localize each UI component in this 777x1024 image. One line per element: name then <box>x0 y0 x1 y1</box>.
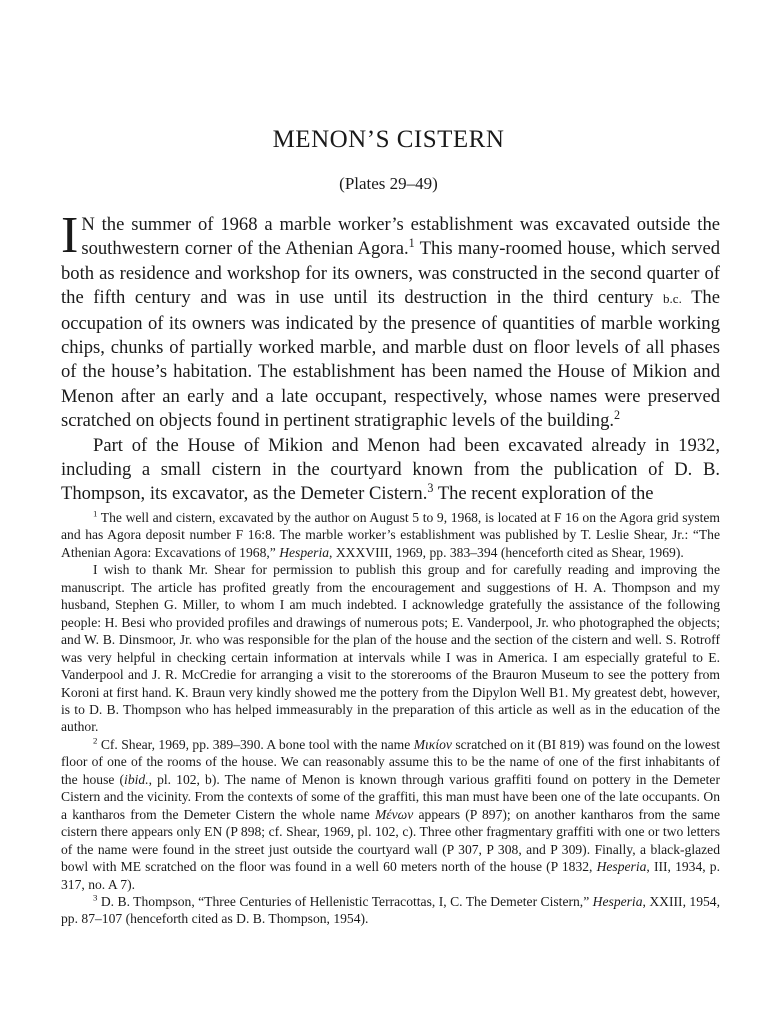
p2-text-b: The recent exploration of the <box>433 483 654 505</box>
p1-text-a: N the summer of 1968 a marble worker’s establishment was excavated outside the southwestern corner of the Athenian Agora. <box>81 214 720 260</box>
footnote-3 <box>61 893 720 928</box>
footnote-2-number: 2 <box>93 735 98 746</box>
main-text <box>61 207 720 507</box>
footnote-2-text-a: Cf. Shear, 1969, pp. 389–390. A bone tool with the name <box>97 736 414 752</box>
p1-text-b: This many-roomed house, which served both as residence and workshop for its owners, was constructed in the second quarter of the fifth century and was in use until its destruction in the third century <box>61 238 720 309</box>
ibid: ibid. <box>124 771 149 787</box>
article-title: MENON’S CISTERN <box>272 126 505 153</box>
footnote-ref-2: 2 <box>614 408 621 423</box>
footnote-3-text-a: D. B. Thompson, “Three Centuries of Hellenistic Terracottas, I, C. The Demeter Cistern,” <box>97 893 593 909</box>
footnote-2-text-b: scratched on it (BI 819) was found on the lowest floor of one of the rooms of the house. We can reasonably assume this to be the name of one of the first inhabitants of the house ( <box>61 736 721 787</box>
acknowledgements: I wish to thank Mr. Shear for permission to publish this group and for carefully reading and improving the manuscript. The article has profited greatly from the encouragement and suggestions of H. A. Thompson and my husband, Stephen G. Miller, to whom I am much indebted. I acknowledge gratefully the assistance of the following people: H. Besi who provided profiles and drawings of numerous pots; E. Vanderpool, Jr. who photographed the objects; and W. B. Dinsmoor, Jr. who was responsible for the plan of the house and the section of the cistern and well. S. Rotroff was very helpful in checking certain information at intervals while I was in America. I am especially grateful to E. Vanderpool and J. R. McCredie for arranging a visit to the storerooms of the Brauron Museum to see the pottery from Koroni at first hand. K. Braun very kindly showed me the pottery from the Dipylon Well B1. My greatest debt, however, is to D. B. Thompson who has helped immeasurably in the preparation of this article as well as in the education of the author. <box>61 562 720 735</box>
footnote-3-text-b: , XXIII, 1954, pp. 87–107 (henceforth cited as D. B. Thompson, 1954). <box>61 893 720 927</box>
greek-name-menon: Μένων <box>374 806 414 822</box>
footnote-1-journal: Hesperia <box>279 544 330 560</box>
p1-text-c: The occupation of its owners was indicated by the presence of quantities of marble working chips, chunks of partially worked marble, and marble dust on floor levels of all phases of the house’s habitation. The establishment has been named the House of Mikion and Menon after an early and a late occupant, respectively, whose names were preserved scratched on objects found in pertinent stratigraphic levels of the building. <box>61 287 720 432</box>
footnote-1-text-b: , XXXVIII, 1969, pp. 383–394 (henceforth cited as Shear, 1969). <box>329 544 684 560</box>
p1-bc: b.c. <box>663 291 682 307</box>
plates-reference: (Plates 29–49) <box>339 174 438 193</box>
footnote-1-text-a: The well and cistern, excavated by the author on August 5 to 9, 1968, is located at F 16 on the Agora grid system and has Agora deposit number F 16:8. The marble worker’s establishment was published by T. Leslie Shear, Jr.: “The Athenian Agora: Excavations of 1968,” <box>61 510 720 560</box>
footnote-ref-3: 3 <box>427 481 434 496</box>
drop-cap: I <box>61 207 79 264</box>
footnote-2-text-c: , pl. 102, b). The name of Menon is known through various graffiti found on pottery in the Demeter Cistern and the vicinity. From the contexts of some of the graffiti, this man must have been one of the late occupants. On a kantharos from the Demeter Cistern the whole name <box>61 771 720 822</box>
footnote-ref-1: 1 <box>408 236 415 251</box>
paragraph-2 <box>61 434 720 507</box>
paragraph-1 <box>61 207 720 434</box>
greek-name-mikion: Μικίον <box>413 736 452 752</box>
footnote-2-text-d: appears (P 897); on another kantharos from the same cistern there appears only EN (P 898; cf. Shear, 1969, pl. 102, c). Three other fragmentary graffiti with one or two letters of the name were found in the street just outside the courtyard wall (P 307, P 308, and P 309). Finally, a black-glazed bowl with ME scratched on the floor was found in a well 60 meters north of the house (P 1832, <box>61 806 721 875</box>
footnote-1 <box>61 509 720 561</box>
footnote-3-journal: Hesperia <box>592 893 643 909</box>
footnote-1-number: 1 <box>93 508 98 519</box>
footnote-3-number: 3 <box>93 892 98 903</box>
p2-text-a: Part of the House of Mikion and Menon had been excavated already in 1932, including a small cistern in the courtyard known from the publication of D. B. Thompson, its excavator, as the Demeter Cistern. <box>61 434 720 505</box>
footnote-2-text-e: , III, 1934, p. 317, no. A 7). <box>61 859 720 892</box>
footnote-2-journal: Hesperia <box>596 859 647 875</box>
footnotes <box>61 509 720 928</box>
footnote-2 <box>61 736 720 893</box>
